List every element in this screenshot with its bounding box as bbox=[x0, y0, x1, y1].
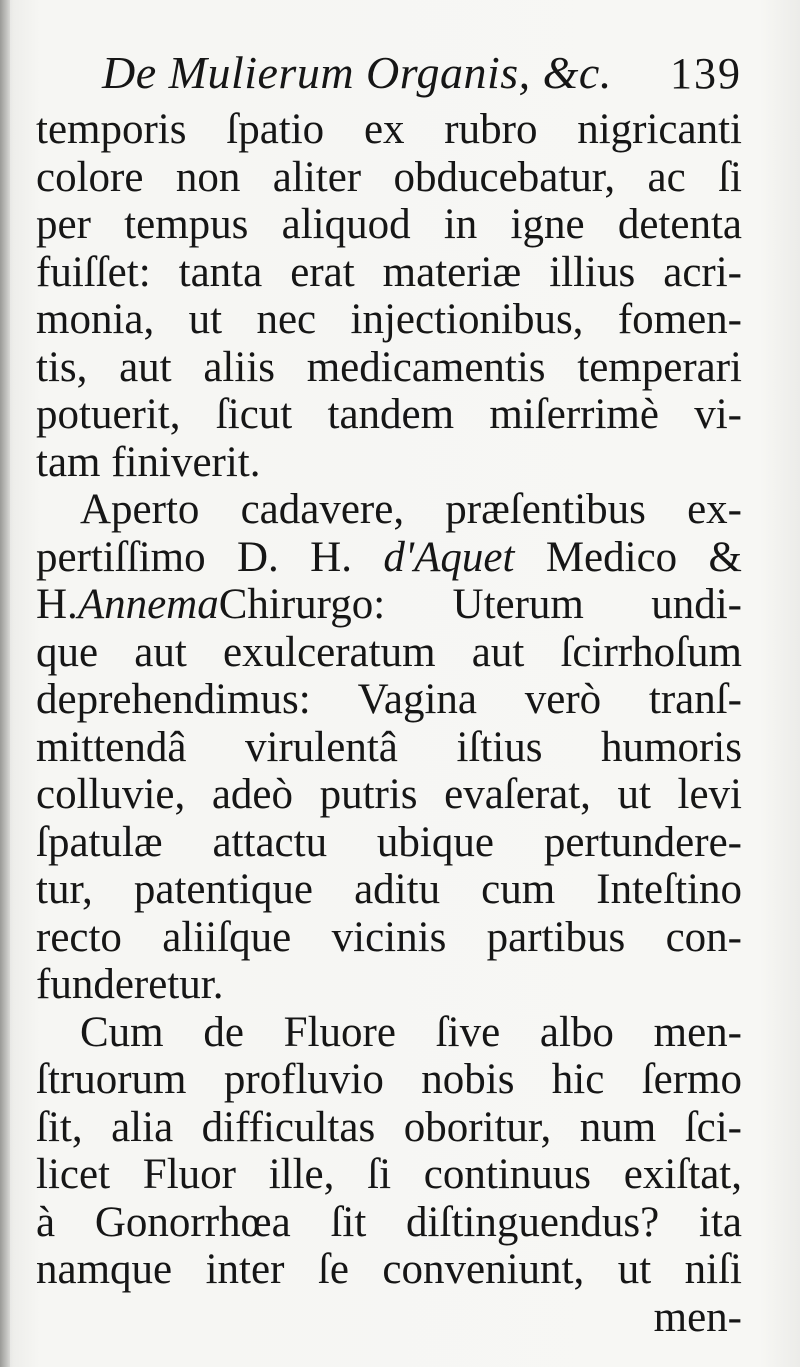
page-binding-edge bbox=[0, 0, 10, 1367]
text-line: potuerit, ſicut tandem miſerrimè vi- bbox=[36, 391, 742, 438]
text-run: Medico & bbox=[545, 533, 742, 581]
text-line: tis, aut aliis medicamentis temperari bbox=[36, 343, 742, 391]
text-line bbox=[36, 534, 742, 582]
text-line: ſtruorum profluvio nobis hic ſermo bbox=[36, 1056, 742, 1103]
paragraph-start-line: Cum de Fluore ſive albo men- bbox=[80, 1008, 742, 1056]
text-line: temporis ſpatio ex rubro nigricanti bbox=[36, 106, 742, 153]
catchword: men- bbox=[653, 1293, 742, 1341]
text-line: colluvie, adeò putris evaſerat, ut levi bbox=[36, 771, 742, 818]
text-line: recto aliiſque vicinis partibus con- bbox=[36, 913, 742, 961]
text-run: Chirurgo: Uterum undi- bbox=[218, 581, 742, 628]
text-line: funderetur. bbox=[36, 961, 224, 1008]
text-line: deprehendimus: Vagina verò tranſ- bbox=[36, 676, 742, 723]
text-line bbox=[36, 581, 742, 629]
text-line: licet Fluor ille, ſi continuus exiſtat, bbox=[36, 1151, 742, 1198]
text-line: monia, ut nec injectionibus, fomen- bbox=[36, 296, 742, 343]
page-header bbox=[60, 44, 750, 104]
paragraph-start-line: Aperto cadavere, præſentibus ex- bbox=[80, 486, 742, 533]
text-line: ſpatulæ attactu ubique pertundere- bbox=[36, 818, 742, 866]
text-line: tur, patentique aditu cum Inteſtino bbox=[36, 866, 742, 913]
text-run: H. bbox=[36, 581, 78, 628]
text-line: tam finiverit. bbox=[36, 438, 261, 486]
text-line: à Gonorrhœa ſit diſtinguendus? ita bbox=[36, 1198, 742, 1246]
text-line: per tempus aliquod in igne detenta bbox=[36, 201, 742, 248]
page-number: 139 bbox=[670, 49, 742, 98]
text-line: ſit, alia difficultas oboritur, num ſci- bbox=[36, 1103, 742, 1151]
italic-name: d'Aquet bbox=[383, 533, 515, 581]
text-run: pertiſſimo D. H. bbox=[36, 533, 352, 581]
text-line: que aut exulceratum aut ſcirrhoſum bbox=[36, 628, 742, 676]
running-title: De Mulierum Organis, &c. bbox=[102, 47, 612, 98]
text-line: mittendâ virulentâ iſtius humoris bbox=[36, 723, 742, 771]
text-line: fuiſſet: tanta erat materiæ illius acri- bbox=[36, 248, 742, 296]
italic-name: Annema bbox=[77, 581, 219, 628]
text-line: namque inter ſe conveniunt, ut niſi bbox=[36, 1246, 742, 1293]
text-line: colore non aliter obducebatur, ac ſi bbox=[36, 153, 742, 201]
body-text bbox=[36, 106, 742, 1341]
